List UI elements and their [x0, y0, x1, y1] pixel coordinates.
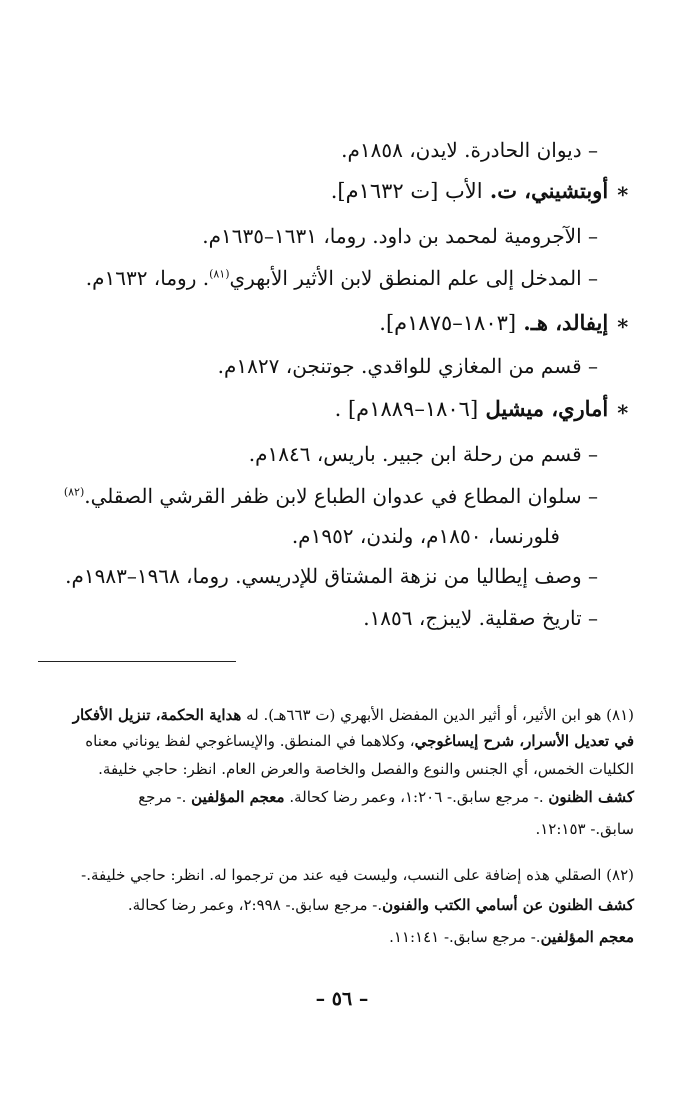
- book-line: – تاريخ صقلية. لايبزج، ١٨٥٦.: [363, 606, 598, 630]
- footnote-81-line: كشف الظنون .- مرجع سابق.- ١:٢٠٦، وعمر رضا كحالة. معجم المؤلفين .- مرجع: [138, 788, 634, 806]
- book-line: – قسم من رحلة ابن جبير. باريس، ١٨٤٦م.: [248, 442, 598, 466]
- book-line-continued: فلورنسا، ١٨٥٠م، ولندن، ١٩٥٢م.: [291, 524, 560, 548]
- entry-bullet: ∗: [608, 310, 630, 335]
- author-dates: [١٨٠٦–١٨٨٩م] .: [334, 397, 479, 421]
- footnote-81-line: الكليات الخمس، أي الجنس والنوع والفصل والخاصة والعرض العام. انظر: حاجي خليفة.: [98, 760, 634, 778]
- author-entry: [335, 394, 630, 424]
- book-line: – وصف إيطاليا من نزهة المشتاق للإدريسي. روما، ١٩٦٨–١٩٨٣م.: [65, 564, 598, 588]
- author-entry: [379, 308, 630, 338]
- book-line: – ديوان الحادرة. لايدن، ١٨٥٨م.: [341, 138, 598, 162]
- footnote-82: (٨٢) الصقلي هذه إضافة على النسب، وليست فيه عند من ترجموا له. انظر: حاجي خليفة.-: [81, 866, 634, 884]
- author-entry: [331, 176, 630, 206]
- author-dates: [١٨٠٣–١٨٧٥م].: [379, 311, 517, 335]
- footnote-82-line: كشف الظنون عن أسامي الكتب والفنون.- مرجع سابق.- ٢:٩٩٨، وعمر رضا كحالة.: [127, 896, 634, 914]
- book-line: – الآجرومية لمحمد بن داود. روما، ١٦٣١–١٦٣٥م.: [202, 224, 598, 248]
- footnote-81: (٨١) هو ابن الأثير، أو أثير الدين المفضل الأبهري (ت ٦٦٣هـ). له هداية الحكمة، تنزيل الأفكار: [72, 706, 634, 724]
- footnote-ref: (٨١): [209, 267, 230, 281]
- author-name: إيفالد، هـ.: [516, 310, 609, 335]
- entry-bullet: ∗: [608, 178, 630, 203]
- book-line: – المدخل إلى علم المنطق لابن الأثير الأبهري$^{(٨١)}$. روما، ١٦٣٢م.: [85, 266, 598, 290]
- book-line: – قسم من المغازي للواقدي. جوتنجن، ١٨٢٧م.: [217, 354, 598, 378]
- footnote-81-line: سابق.- ١٢:١٥٣.: [535, 820, 634, 838]
- author-name: أوبتشيني، ت.: [482, 178, 609, 203]
- author-name: أماري، ميشيل: [478, 396, 609, 421]
- footnote-divider: [38, 661, 236, 662]
- book-line: – سلوان المطاع في عدوان الطباع لابن ظفر القرشي الصقلي.$^{(٨٢)}$: [63, 484, 598, 508]
- footnote-81-line: في تعديل الأسرار، شرح إيساغوجي، وكلاهما في المنطق. والإيساغوجي لفظ يوناني معناه: [85, 732, 634, 750]
- page-number: – ٥٦ –: [315, 988, 369, 1010]
- author-dates: الأب [ت ١٦٣٢م].: [330, 179, 483, 203]
- footnote-82-line: معجم المؤلفين.- مرجع سابق.- ١١:١٤١.: [389, 928, 634, 946]
- entry-bullet: ∗: [608, 396, 630, 421]
- footnote-ref: (٨٢): [63, 485, 85, 499]
